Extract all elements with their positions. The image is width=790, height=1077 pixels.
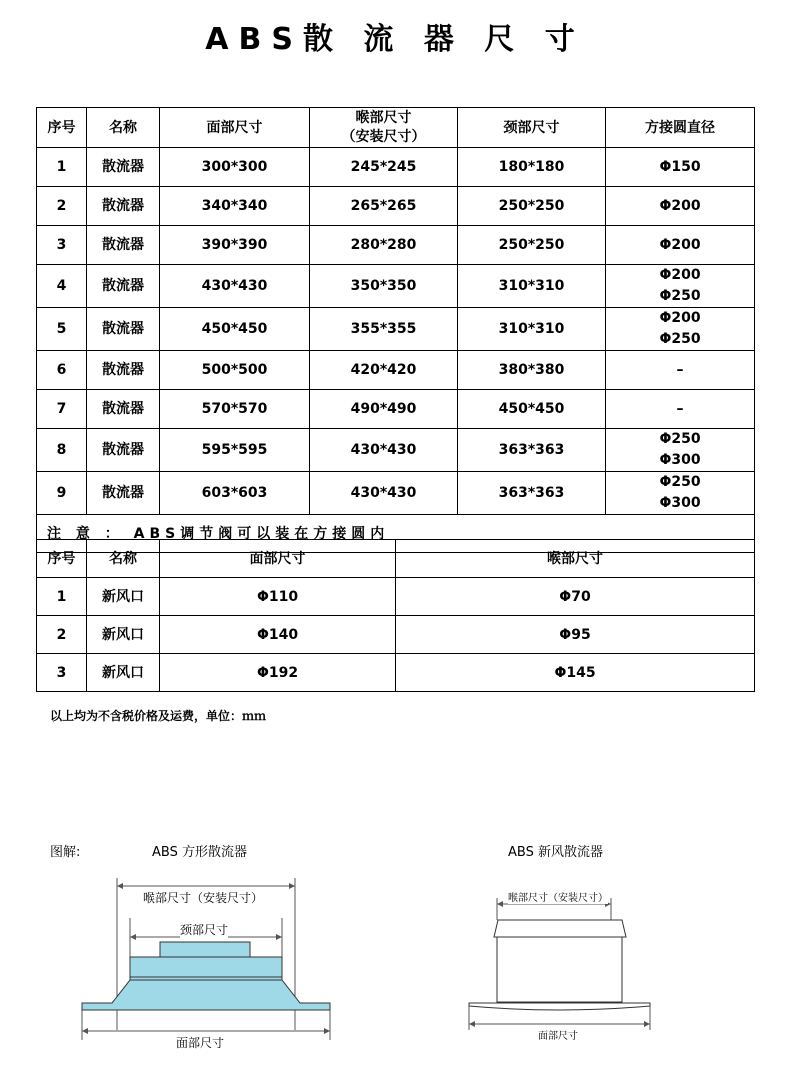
face-size: 340*340 [160,187,310,226]
throat-size: 490*490 [310,390,458,429]
throat-size: 355*355 [310,308,458,351]
row-name: 散流器 [87,351,160,390]
throat-size: 420*420 [310,351,458,390]
footnote: 以上均为不含税价格及运费，单位：ｍｍ [50,709,267,723]
neck-size: 180*180 [458,148,606,187]
header-cell-line: （安装尺寸） [341,128,426,145]
row-number: 4 [37,265,87,308]
row-name: 散流器 [87,429,160,472]
diameter-value: Φ300 [659,495,701,511]
left-throat-label: 喉部尺寸（安装尺寸） [143,891,264,905]
header-cell: 颈部尺寸 [458,108,606,148]
row-number: 3 [37,226,87,265]
neck-size: 450*450 [458,390,606,429]
header-cell: 面部尺寸 [160,108,310,148]
row-number: 1 [37,578,87,616]
diameter-value: – [676,401,684,417]
diameter-value: Φ200 [659,310,701,326]
throat-size: Φ70 [396,578,755,616]
face-size: 430*430 [160,265,310,308]
note-text: 注 意 ： ABS调节阀可以装在方接圆内 [37,515,755,553]
row-name: 新风口 [87,654,160,692]
diameter-value: Φ150 [659,159,701,175]
right-diagram-title: ABS 新风散流器 [508,845,603,860]
row-number: 9 [37,472,87,515]
row-name: 散流器 [87,308,160,351]
face-size: 300*300 [160,148,310,187]
row-number: 7 [37,390,87,429]
neck-size: 363*363 [458,429,606,472]
diameter-value: Φ300 [659,452,701,468]
diameter-value: Φ250 [659,474,701,490]
left-diagram-title: ABS 方形散流器 [152,845,247,860]
neck-size: 250*250 [458,187,606,226]
header-cell: 名称 [87,108,160,148]
face-size: 450*450 [160,308,310,351]
header-cell: 序号 [37,108,87,148]
row-number: 5 [37,308,87,351]
row-number: 1 [37,148,87,187]
face-size: 570*570 [160,390,310,429]
row-name: 散流器 [87,390,160,429]
row-name: 新风口 [87,578,160,616]
throat-size: Φ95 [396,616,755,654]
header-cell: 喉部尺寸 [396,540,755,578]
left-face-label: 面部尺寸 [176,1036,225,1050]
neck-size: 310*310 [458,308,606,351]
throat-size: 280*280 [310,226,458,265]
left-neck-label: 颈部尺寸 [180,923,229,937]
face-size: 603*603 [160,472,310,515]
row-name: 散流器 [87,187,160,226]
row-name: 散流器 [87,148,160,187]
row-name: 散流器 [87,226,160,265]
face-size: Φ110 [160,578,396,616]
throat-size: Φ145 [396,654,755,692]
row-number: 8 [37,429,87,472]
neck-size: 363*363 [458,472,606,515]
diagram-legend-label: 图解: [50,845,81,860]
throat-size: 245*245 [310,148,458,187]
header-cell: 面部尺寸 [160,540,396,578]
face-size: Φ192 [160,654,396,692]
throat-size: 350*350 [310,265,458,308]
throat-size: 430*430 [310,472,458,515]
right-throat-label: 喉部尺寸（安装尺寸） [508,889,608,904]
throat-size: 265*265 [310,187,458,226]
fresh-air-body-shape [497,937,622,1002]
row-name: 散流器 [87,265,160,308]
diameter-value: Φ200 [659,198,701,214]
face-size: 390*390 [160,226,310,265]
header-cell-line: 喉部尺寸 [355,109,412,126]
diameter-value: Φ250 [659,431,701,447]
fresh-air-face-shape [469,1003,650,1010]
row-name: 新风口 [87,616,160,654]
diameter-value: Φ200 [659,237,701,253]
diameter-value: – [676,362,684,378]
row-number: 6 [37,351,87,390]
header-cell: 方接圆直径 [606,108,755,148]
row-number: 2 [37,187,87,226]
face-size: Φ140 [160,616,396,654]
page-title: ABS散 流 器 尺 寸 [205,22,585,57]
header-cell: 序号 [37,540,87,578]
row-name: 散流器 [87,472,160,515]
diameter-value: Φ250 [659,288,701,304]
diameter-value: Φ250 [659,331,701,347]
fresh-air-top-shape [494,920,626,937]
row-number: 3 [37,654,87,692]
header-cell: 名称 [87,540,160,578]
face-size: 595*595 [160,429,310,472]
throat-size: 430*430 [310,429,458,472]
neck-size: 380*380 [458,351,606,390]
row-number: 2 [37,616,87,654]
neck-size: 250*250 [458,226,606,265]
neck-size: 310*310 [458,265,606,308]
diameter-value: Φ200 [659,267,701,283]
face-size: 500*500 [160,351,310,390]
right-face-label: 面部尺寸 [538,1027,578,1042]
